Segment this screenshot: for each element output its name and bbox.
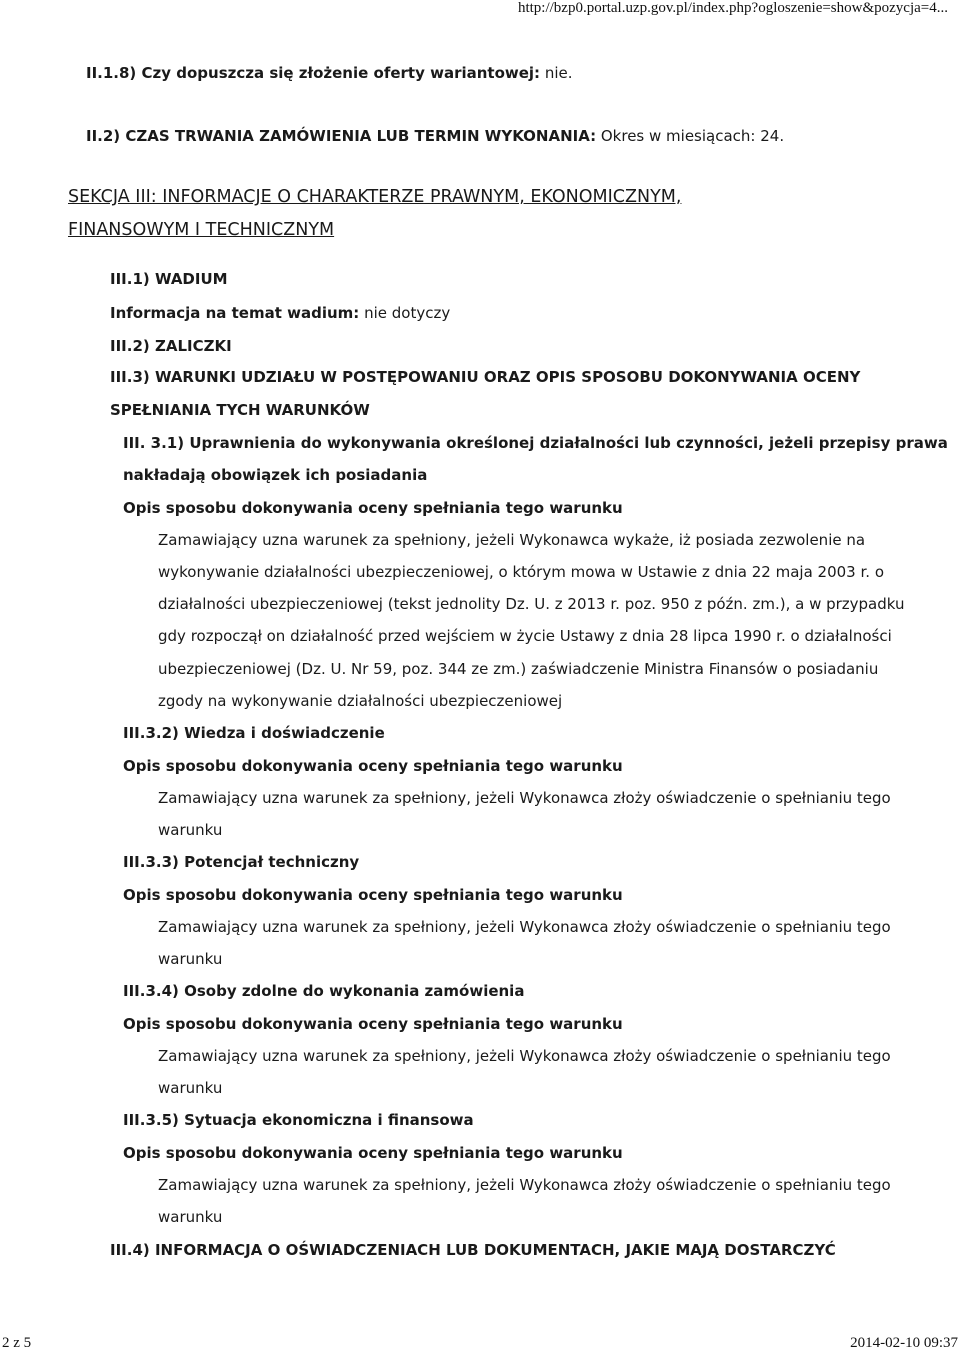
wiedza-text-1: Zamawiający uzna warunek za spełniony, jeżeli Wykonawca złoży oświadczenie o spełnianiu tego bbox=[158, 789, 891, 807]
osoby-text-1: Zamawiający uzna warunek za spełniony, jeżeli Wykonawca złoży oświadczenie o spełnianiu tego bbox=[158, 1047, 891, 1065]
sytuacja-heading: III.3.5) Sytuacja ekonomiczna i finansowa bbox=[123, 1111, 474, 1129]
uprawnienia-text-1: Zamawiający uzna warunek za spełniony, jeżeli Wykonawca wykaże, iż posiada zezwolenie na bbox=[158, 531, 866, 549]
wiedza-text-2: warunku bbox=[158, 821, 223, 839]
uprawnienia-text-2: wykonywanie działalności ubezpieczeniowej, o którym mowa w Ustawie z dnia 22 maja 2003 r. o bbox=[158, 563, 884, 581]
wiedza-opis: Opis sposobu dokonywania oceny spełniania tego warunku bbox=[123, 757, 623, 775]
wiedza-heading: III.3.2) Wiedza i doświadczenie bbox=[123, 724, 385, 742]
czas-trwania-value: Okres w miesiącach: 24. bbox=[600, 127, 785, 145]
potencjal-heading: III.3.3) Potencjał techniczny bbox=[123, 853, 360, 871]
osoby-heading: III.3.4) Osoby zdolne do wykonania zamówienia bbox=[123, 982, 525, 1000]
warunki-heading-2: SPEŁNIANIA TYCH WARUNKÓW bbox=[110, 401, 370, 419]
uprawnienia-opis: Opis sposobu dokonywania oceny spełniania tego warunku bbox=[123, 499, 623, 517]
uprawnienia-heading-1: III. 3.1) Uprawnienia do wykonywania określonej działalności lub czynności, jeżeli przepisy prawa bbox=[123, 434, 948, 452]
section3-title-1: SEKCJA III: INFORMACJE O CHARAKTERZE PRAWNYM, EKONOMICZNYM, bbox=[68, 187, 682, 207]
czas-trwania-label: II.2) CZAS TRWANIA ZAMÓWIENIA LUB TERMIN WYKONANIA: bbox=[86, 127, 597, 145]
uprawnienia-text-4: gdy rozpoczął on działalność przed wejściem w życie Ustawy z dnia 28 lipca 1990 r. o działalności bbox=[158, 627, 892, 645]
section3-title-2: FINANSOWYM I TECHNICZNYM bbox=[68, 220, 335, 240]
uprawnienia-text-6: zgody na wykonywanie działalności ubezpieczeniowej bbox=[158, 692, 563, 710]
oswiadczenia-heading: III.4) INFORMACJA O OŚWIADCZENIACH LUB DOKUMENTACH, JAKIE MAJĄ DOSTARCZYĆ bbox=[110, 1241, 836, 1259]
sytuacja-text-1: Zamawiający uzna warunek za spełniony, jeżeli Wykonawca złoży oświadczenie o spełnianiu tego bbox=[158, 1176, 891, 1194]
osoby-text-2: warunku bbox=[158, 1079, 223, 1097]
wadium-info-value: nie dotyczy bbox=[364, 304, 451, 322]
potencjal-text-2: warunku bbox=[158, 950, 223, 968]
potencjal-opis: Opis sposobu dokonywania oceny spełniania tego warunku bbox=[123, 886, 623, 904]
print-datetime: 2014-02-10 09:37 bbox=[850, 1335, 958, 1351]
wadium-info-label: Informacja na temat wadium: bbox=[110, 304, 360, 322]
wadium-heading: III.1) WADIUM bbox=[110, 270, 228, 288]
wariant-line bbox=[86, 63, 573, 83]
uprawnienia-text-5: ubezpieczeniowej (Dz. U. Nr 59, poz. 344 ze zm.) zaświadczenie Ministra Finansów o posiadaniu bbox=[158, 660, 879, 678]
zaliczki-heading: III.2) ZALICZKI bbox=[110, 337, 232, 355]
sytuacja-text-2: warunku bbox=[158, 1208, 223, 1226]
warunki-heading-1: III.3) WARUNKI UDZIAŁU W POSTĘPOWANIU ORAZ OPIS SPOSOBU DOKONYWANIA OCENY bbox=[110, 368, 861, 386]
uprawnienia-text-3: działalności ubezpieczeniowej (tekst jednolity Dz. U. z 2013 r. poz. 950 z późn. zm.), a w przypadku bbox=[158, 595, 905, 613]
czas-trwania-line bbox=[86, 126, 784, 146]
page-number: 2 z 5 bbox=[2, 1335, 32, 1351]
osoby-opis: Opis sposobu dokonywania oceny spełniania tego warunku bbox=[123, 1015, 623, 1033]
page-url: http://bzp0.portal.uzp.gov.pl/index.php?ogloszenie=show&pozycja=4... bbox=[517, 0, 948, 16]
wariant-value: nie. bbox=[544, 64, 573, 82]
potencjal-text-1: Zamawiający uzna warunek za spełniony, jeżeli Wykonawca złoży oświadczenie o spełnianiu tego bbox=[158, 918, 891, 936]
wariant-label: II.1.8) Czy dopuszcza się złożenie oferty wariantowej: bbox=[86, 64, 541, 82]
wadium-info bbox=[110, 303, 450, 323]
sytuacja-opis: Opis sposobu dokonywania oceny spełniania tego warunku bbox=[123, 1144, 623, 1162]
uprawnienia-heading-2: nakładają obowiązek ich posiadania bbox=[123, 466, 428, 484]
